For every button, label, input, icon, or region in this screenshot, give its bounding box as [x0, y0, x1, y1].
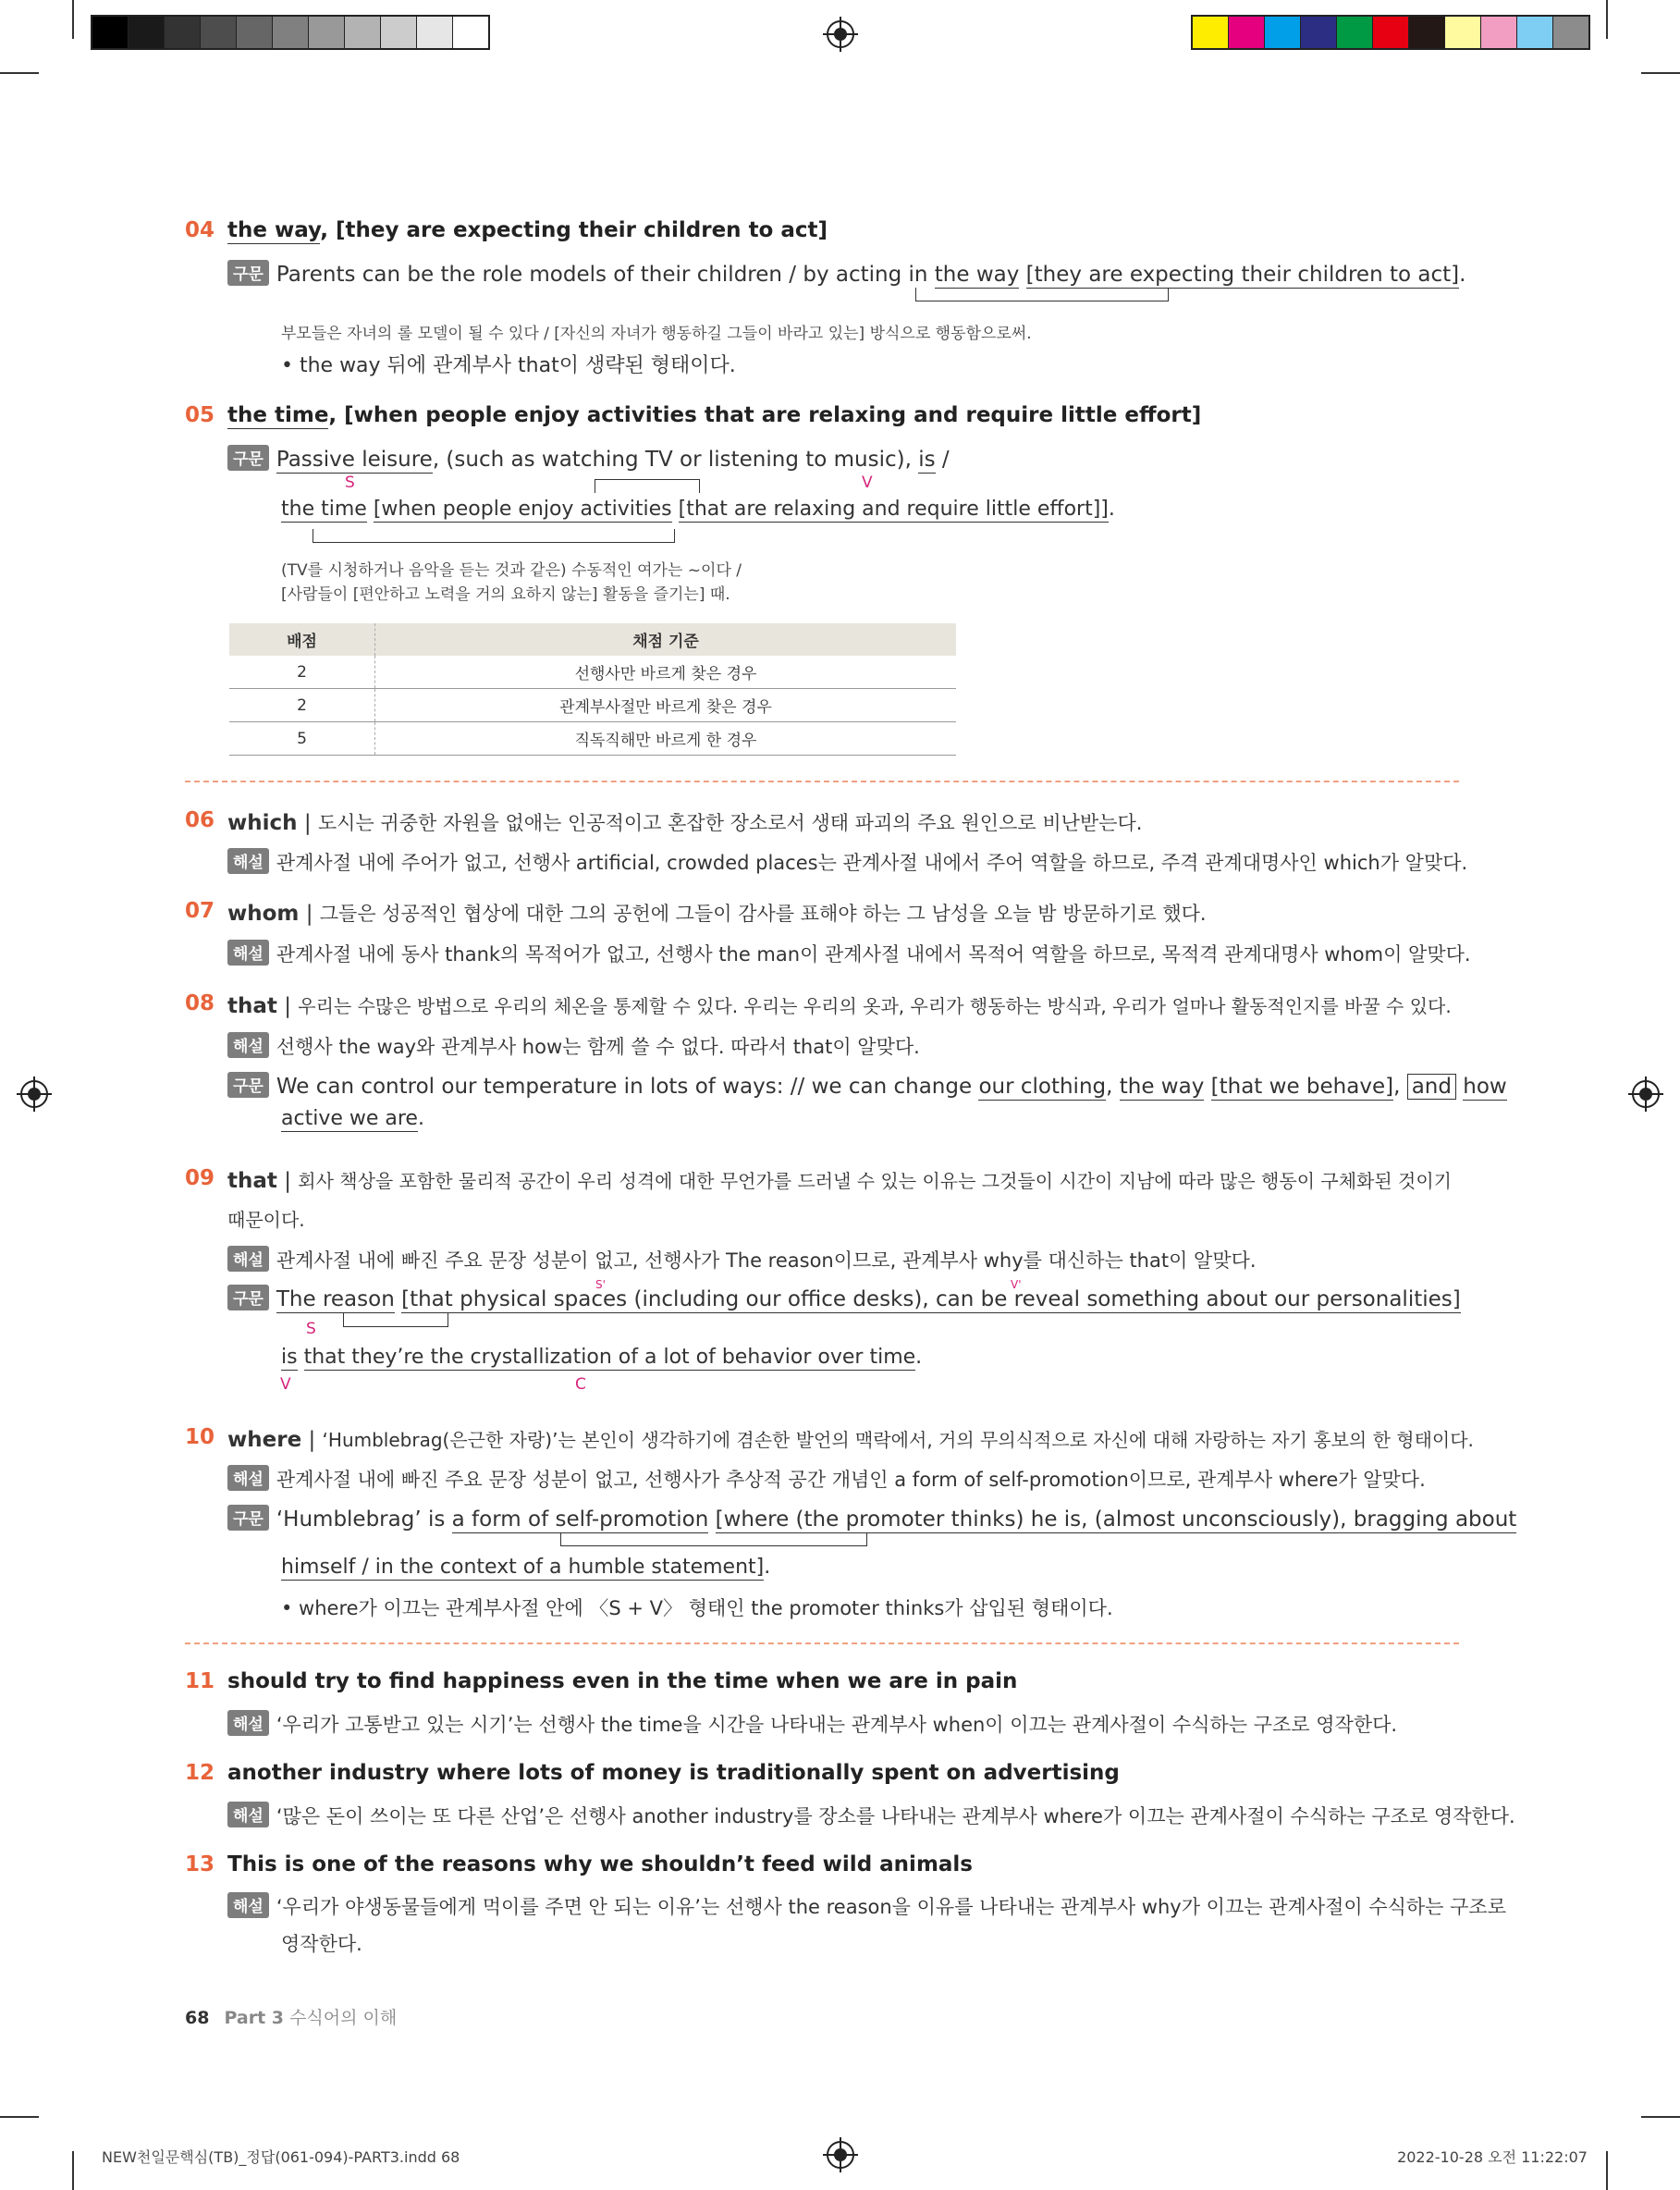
haeseol-line: 해설 선행사 the way와 관계부사 how는 함께 쓸 수 없다. 따라서 that이 알맞다.: [227, 1032, 920, 1060]
haeseol-line-2: 영작한다.: [281, 1933, 362, 1955]
arrow-connector: [343, 1313, 448, 1327]
part-label: Part 3: [224, 2008, 285, 2028]
subject-mark: S: [345, 474, 355, 492]
arrow-connector: [595, 479, 700, 493]
item-number: 13: [185, 1852, 215, 1876]
color-swatch: [236, 17, 272, 48]
note: • where가 이끄는 관계부사절 안에 〈S + V〉 형태인 the promoter thinks가 삽입된 형태이다.: [281, 1597, 1113, 1619]
color-swatch: [1372, 17, 1408, 48]
translation: [사람들이 [편안하고 노력을 거의 요하지 않는] 활동을 즐기는] 때.: [281, 585, 730, 604]
crop-mark: [1606, 0, 1608, 39]
item-number: 09: [185, 1166, 215, 1190]
haeseol-tag: 해설: [227, 940, 269, 966]
color-swatch: [1408, 17, 1444, 48]
haeseol-tag: 해설: [227, 1802, 269, 1827]
answer: that: [227, 1169, 277, 1193]
haeseol-line: 해설 관계사절 내에 빠진 주요 문장 성분이 없고, 선행사가 추상적 공간 개념인 a form of self-promotion이므로, 관계부사 where가 알맞다.: [227, 1465, 1426, 1493]
color-swatch: [1228, 17, 1264, 48]
item-number: 04: [185, 218, 215, 242]
item-number: 05: [185, 403, 215, 427]
gumun-line: 구문 The reason [that physical spaces (including our office desks), can be reveal something about our personalities]: [227, 1285, 1461, 1311]
color-swatch: [92, 17, 128, 48]
haeseol-tag: 해설: [227, 1465, 269, 1491]
answer: that: [227, 994, 277, 1018]
arrow-connector: [313, 529, 675, 543]
part-title: 수식어의 이해: [289, 2008, 398, 2028]
gumun-tag: 구문: [227, 260, 269, 286]
gumun-line: 구문 Passive leisure, (such as watching TV or listening to music), is /: [227, 445, 950, 472]
crop-mark: [1606, 2151, 1608, 2190]
table-header: 채점 기준: [375, 623, 957, 656]
crop-mark: [72, 2151, 74, 2190]
table-row: 2 선행사만 바르게 찾은 경우: [229, 656, 956, 689]
section-divider: [185, 781, 1459, 782]
answer: should try to find happiness even in the time when we are in pain: [227, 1669, 1018, 1693]
color-swatch: [1516, 17, 1552, 48]
gumun-line: 구문 We can control our temperature in lots of ways: // we can change our clothing, the way [that we behave], and how: [227, 1072, 1507, 1099]
gumun-line-2: himself / in the context of a humble statement].: [281, 1556, 771, 1579]
translation: (TV를 시청하거나 음악을 듣는 것과 같은) 수동적인 여가는 ~이다 /: [281, 561, 742, 580]
gumun-line-2: the time [when people enjoy activities [that are relaxing and require little effort]].: [281, 498, 1115, 521]
registration-mark-icon: [1632, 1080, 1660, 1108]
answer-line: which | 도시는 귀중한 자원을 없애는 인공적이고 혼잡한 장소로서 생태 파괴의 주요 원인으로 비난받는다.: [227, 811, 1143, 835]
haeseol-line: 해설 관계사절 내에 빠진 주요 문장 성분이 없고, 선행사가 The reason이므로, 관계부사 why를 대신하는 that이 알맞다.: [227, 1246, 1257, 1273]
color-swatch: [308, 17, 344, 48]
color-swatch: [1552, 17, 1588, 48]
note: • the way 뒤에 관계부사 that이 생략된 형태이다.: [281, 354, 736, 377]
table-row: 2 관계부사절만 바르게 찾은 경우: [229, 689, 956, 722]
subject-mark: S': [595, 1278, 606, 1291]
gumun-tag: 구문: [227, 1505, 269, 1531]
answer-line: whom | 그들은 성공적인 협상에 대한 그의 공헌에 그들이 감사를 표해야 하는 그 남성을 오늘 밤 방문하기로 했다.: [227, 902, 1207, 926]
answer-line: that | 회사 책상을 포함한 물리적 공간이 우리 성격에 대한 무언가를 드러낼 수 있는 이유는 그것들이 시간이 지남에 따라 많은 행동이 구체화된 것이기: [227, 1169, 1452, 1193]
slug-date: 2022-10-28 오전 11:22:07: [1397, 2148, 1588, 2166]
haeseol-tag: 해설: [227, 1892, 269, 1918]
arrow-connector: [560, 1532, 867, 1546]
color-swatch: [128, 17, 164, 48]
scoring-table: [229, 623, 956, 756]
haeseol-line: 해설 ‘많은 돈이 쓰이는 또 다른 산업’은 선행사 another industry를 장소를 나타내는 관계부사 where가 이끄는 관계사절이 수식하는 구조로 영작한다.: [227, 1802, 1515, 1829]
registration-mark-icon: [20, 1080, 48, 1108]
gumun-tag: 구문: [227, 1285, 269, 1310]
haeseol-tag: 해설: [227, 1032, 269, 1058]
grayscale-bar: [91, 15, 490, 50]
answer: where: [227, 1428, 302, 1452]
crop-mark: [72, 0, 74, 39]
answer: whom: [227, 902, 300, 926]
color-swatch: [1444, 17, 1480, 48]
complement-mark: C: [575, 1375, 586, 1394]
arrow-connector: [915, 288, 1169, 301]
crop-mark: [1641, 72, 1680, 74]
color-swatch: [1300, 17, 1336, 48]
haeseol-line: 해설 관계사절 내에 동사 thank의 목적어가 없고, 선행사 the man이 관계사절 내에서 목적어 역할을 하므로, 목적격 관계대명사 whom이 알맞다.: [227, 940, 1471, 967]
answer: another industry where lots of money is traditionally spent on advertising: [227, 1761, 1120, 1785]
table-row: 5 직독직해만 바르게 한 경우: [229, 722, 956, 756]
answer: the time, [when people enjoy activities that are relaxing and require little effort]: [227, 403, 1202, 427]
color-swatch: [1480, 17, 1516, 48]
gumun-tag: 구문: [227, 445, 269, 471]
haeseol-tag: 해설: [227, 1246, 269, 1272]
item-number: 06: [185, 808, 215, 832]
gumun-line-2: is that they’re the crystallization of a lot of behavior over time.: [281, 1346, 923, 1369]
gumun-line-2: active we are.: [281, 1107, 424, 1130]
verb-mark: V: [280, 1375, 291, 1394]
crop-mark: [0, 2116, 39, 2118]
item-number: 10: [185, 1425, 215, 1449]
item-number: 12: [185, 1761, 215, 1785]
haeseol-line: 해설 ‘우리가 고통받고 있는 시기’는 선행사 the time을 시간을 나타내는 관계부사 when이 이끄는 관계사절이 수식하는 구조로 영작한다.: [227, 1710, 1397, 1738]
haeseol-line: 해설 관계사절 내에 주어가 없고, 선행사 artificial, crowded places는 관계사절 내에서 주어 역할을 하므로, 주격 관계대명사인 which가 알맞다.: [227, 848, 1467, 876]
color-swatch: [1264, 17, 1300, 48]
color-swatch: [200, 17, 236, 48]
haeseol-tag: 해설: [227, 1710, 269, 1736]
color-bar: [1191, 15, 1590, 50]
page-footer: [185, 2004, 397, 2029]
color-swatch: [416, 17, 452, 48]
color-swatch: [164, 17, 200, 48]
answer: This is one of the reasons why we shouldn’t feed wild animals: [227, 1852, 973, 1876]
color-swatch: [344, 17, 380, 48]
registration-mark-icon: [827, 2141, 854, 2169]
translation: 때문이다.: [227, 1209, 305, 1231]
item-number: 08: [185, 991, 215, 1015]
page-number: 68: [185, 2008, 210, 2028]
registration-mark-icon: [827, 20, 854, 48]
translation: 부모들은 자녀의 롤 모델이 될 수 있다 / [자신의 자녀가 행동하길 그들이 바라고 있는] 방식으로 행동함으로써.: [281, 325, 1032, 343]
verb-mark: V': [1011, 1278, 1022, 1291]
haeseol-line: 해설 ‘우리가 야생동물들에게 먹이를 주면 안 되는 이유’는 선행사 the reason을 이유를 나타내는 관계부사 why가 이끄는 관계사절이 수식하는 구조로: [227, 1892, 1506, 1920]
item-number: 07: [185, 899, 215, 923]
item-number: 11: [185, 1669, 215, 1693]
answer: which: [227, 811, 298, 835]
answer: the way, [they are expecting their children to act]: [227, 218, 828, 242]
section-divider: [185, 1642, 1459, 1644]
gumun-line: 구문 Parents can be the role models of their children / by acting in the way [they are expecting their children to act].: [227, 260, 1465, 287]
haeseol-tag: 해설: [227, 848, 269, 874]
color-swatch: [380, 17, 416, 48]
answer-line: that | 우리는 수많은 방법으로 우리의 체온을 통제할 수 있다. 우리는 우리의 옷과, 우리가 행동하는 방식과, 우리가 얼마나 활동적인지를 바꿀 수 있다.: [227, 994, 1452, 1018]
table-header: 배점: [229, 623, 375, 656]
gumun-line: 구문 ‘Humblebrag’ is a form of self-promotion [where (the promoter thinks) he is, (almost unconsciously), bragging about: [227, 1505, 1516, 1532]
answer-line: where | ‘Humblebrag(은근한 자랑)’는 본인이 생각하기에 겸손한 발언의 맥락에서, 거의 무의식적으로 자신에 대해 자랑하는 자기 홍보의 한 형태이다.: [227, 1428, 1474, 1452]
crop-mark: [1641, 2116, 1680, 2118]
slug-file: NEW천일문핵심(TB)_정답(061-094)-PART3.indd 68: [102, 2148, 460, 2166]
color-swatch: [272, 17, 308, 48]
color-swatch: [452, 17, 488, 48]
color-swatch: [1193, 17, 1228, 48]
verb-mark: V: [862, 474, 873, 492]
crop-mark: [0, 72, 39, 74]
subject-mark: S: [306, 1320, 316, 1338]
color-swatch: [1336, 17, 1372, 48]
gumun-tag: 구문: [227, 1072, 269, 1098]
